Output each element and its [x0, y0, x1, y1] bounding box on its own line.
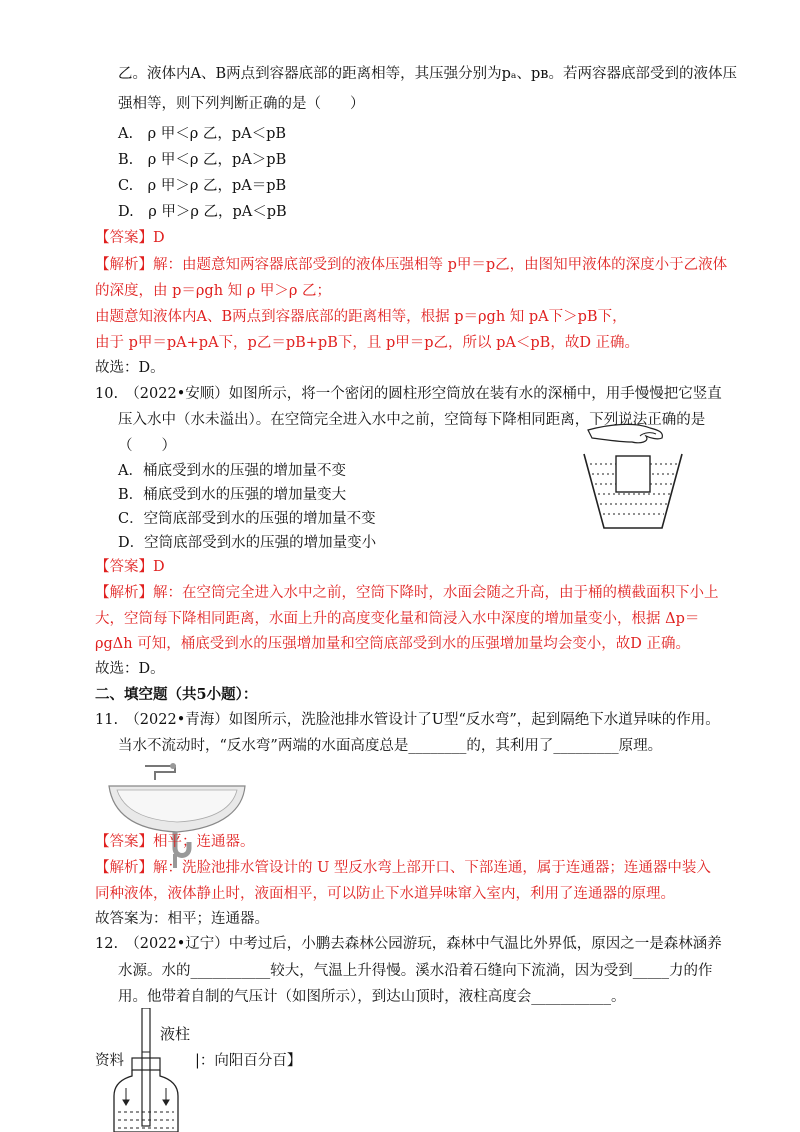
q9-line2: 强相等，则下列判断正确的是（ ） [118, 96, 365, 112]
q9-answer: 【答案】D [95, 230, 165, 246]
q9-option-b: B. ρ 甲＜ρ 乙，pA＞pB [118, 152, 287, 168]
q11-line1: 11. （2022•青海）如图所示，洗脸池排水管设计了U型“反水弯”，起到隔绝下水道异味的作用。 [95, 712, 720, 728]
q9-option-a: A. ρ 甲＜ρ 乙，pA＜pB [118, 126, 287, 142]
q11-analysis-line2: 同种液体，液体静止时，液面相平，可以防止下水道异味窜入室内，利用了连通器的原理。 [95, 886, 675, 902]
q9-line1: 乙。液体内A、B两点到容器底部的距离相等，其压强分别为pₐ、pʙ。若两容器底部受到的液体压 [118, 66, 737, 82]
q12-line2: 水源。水的___________较大，气温上升得慢。溪水沿着石缝向下流淌，因为受到_____力的作 [118, 963, 713, 979]
barometer-label: 液柱 [160, 1025, 191, 1043]
q10-line2: 压入水中（水未溢出）。在空筒完全进入水中之前，空筒每下降相同距离，下列说法正确的是 [118, 412, 706, 428]
section-heading: 二、填空题（共5小题）： [95, 686, 258, 703]
q10-analysis-line3: ρgΔh 可知，桶底受到水的压强增加量和空筒底部受到水的压强增加量均会变小，故D 正确。 [95, 636, 690, 652]
q10-option-d: D．空筒底部受到水的压强的增加量变小 [118, 535, 377, 551]
q10-analysis-line2: 大，空筒每下降相同距离，水面上升的高度变化量和筒浸入水中深度的增加量变小，根据 Δp＝ [95, 611, 700, 627]
q10-analysis-line1: 【解析】解：在空筒完全进入水中之前，空筒下降时，水面会随之升高，由于桶的横截面积下小上 [95, 585, 719, 601]
q9-option-d: D. ρ 甲＞ρ 乙，pA＜pB [118, 204, 287, 220]
q11-answer: 【答案】相平；连通器。 [95, 834, 255, 850]
bucket-figure [580, 420, 690, 540]
q11-analysis-line1: 【解析】解：洗脸池排水管设计的 U 型反水弯上部开口、下部连通，属于连通器；连通器中装入 [95, 860, 711, 876]
q10-option-c: C．空筒底部受到水的压强的增加量不变 [118, 511, 376, 527]
q12-line3: 用。他带着自制的气压计（如图所示），到达山顶时，液柱高度会___________。 [118, 989, 626, 1005]
footer-left: 资料 [95, 1053, 124, 1069]
q12-line1: 12. （2022•辽宁）中考过后，小鹏去森林公园游玩，森林中气温比外界低，原因之一是森林涵养 [95, 936, 722, 952]
q10-option-a: A．桶底受到水的压强的增加量不变 [118, 463, 346, 479]
analysis-tag: 【解析】 [95, 585, 153, 601]
q9-conclusion: 故选：D。 [95, 360, 165, 376]
footer-right: |：向阳百分百】 [195, 1053, 302, 1069]
q11-line2: 当水不流动时，“反水弯”两端的水面高度总是________的，其利用了_________原理。 [118, 738, 663, 754]
q9-analysis-line1: 【解析】解：由题意知两容器底部受到的液体压强相等 p甲＝p乙，由图知甲液体的深度小于乙液体 [95, 257, 728, 273]
q10-conclusion: 故选：D。 [95, 661, 165, 677]
q10-option-b: B．桶底受到水的压强的增加量变大 [118, 487, 347, 503]
q10-answer: 【答案】D [95, 559, 165, 575]
analysis-tag: 【解析】 [95, 860, 153, 876]
q9-analysis-line4: 由于 p甲＝pA+pA下，p乙＝pB+pB下，且 p甲＝p乙，所以 pA＜pB，故D 正确。 [95, 335, 640, 351]
q10-line1: 10. （2022•安顺）如图所示，将一个密闭的圆柱形空筒放在装有水的深桶中，用手慢慢把它竖直 [95, 386, 722, 402]
q9-analysis-line2: 的深度，由 p＝ρgh 知 ρ 甲＞ρ 乙； [95, 283, 332, 299]
answer-tag: 【答案】 [95, 834, 153, 850]
analysis-tag: 【解析】 [95, 257, 153, 273]
q9-analysis-line3: 由题意知液体内A、B两点到容器底部的距离相等，根据 p＝ρgh 知 pA下＞pB下， [95, 309, 627, 325]
q9-option-c: C. ρ 甲＞ρ 乙，pA＝pB [118, 178, 287, 194]
q11-conclusion: 故答案为：相平；连通器。 [95, 911, 269, 927]
q10-line3: （ ） [118, 438, 176, 454]
